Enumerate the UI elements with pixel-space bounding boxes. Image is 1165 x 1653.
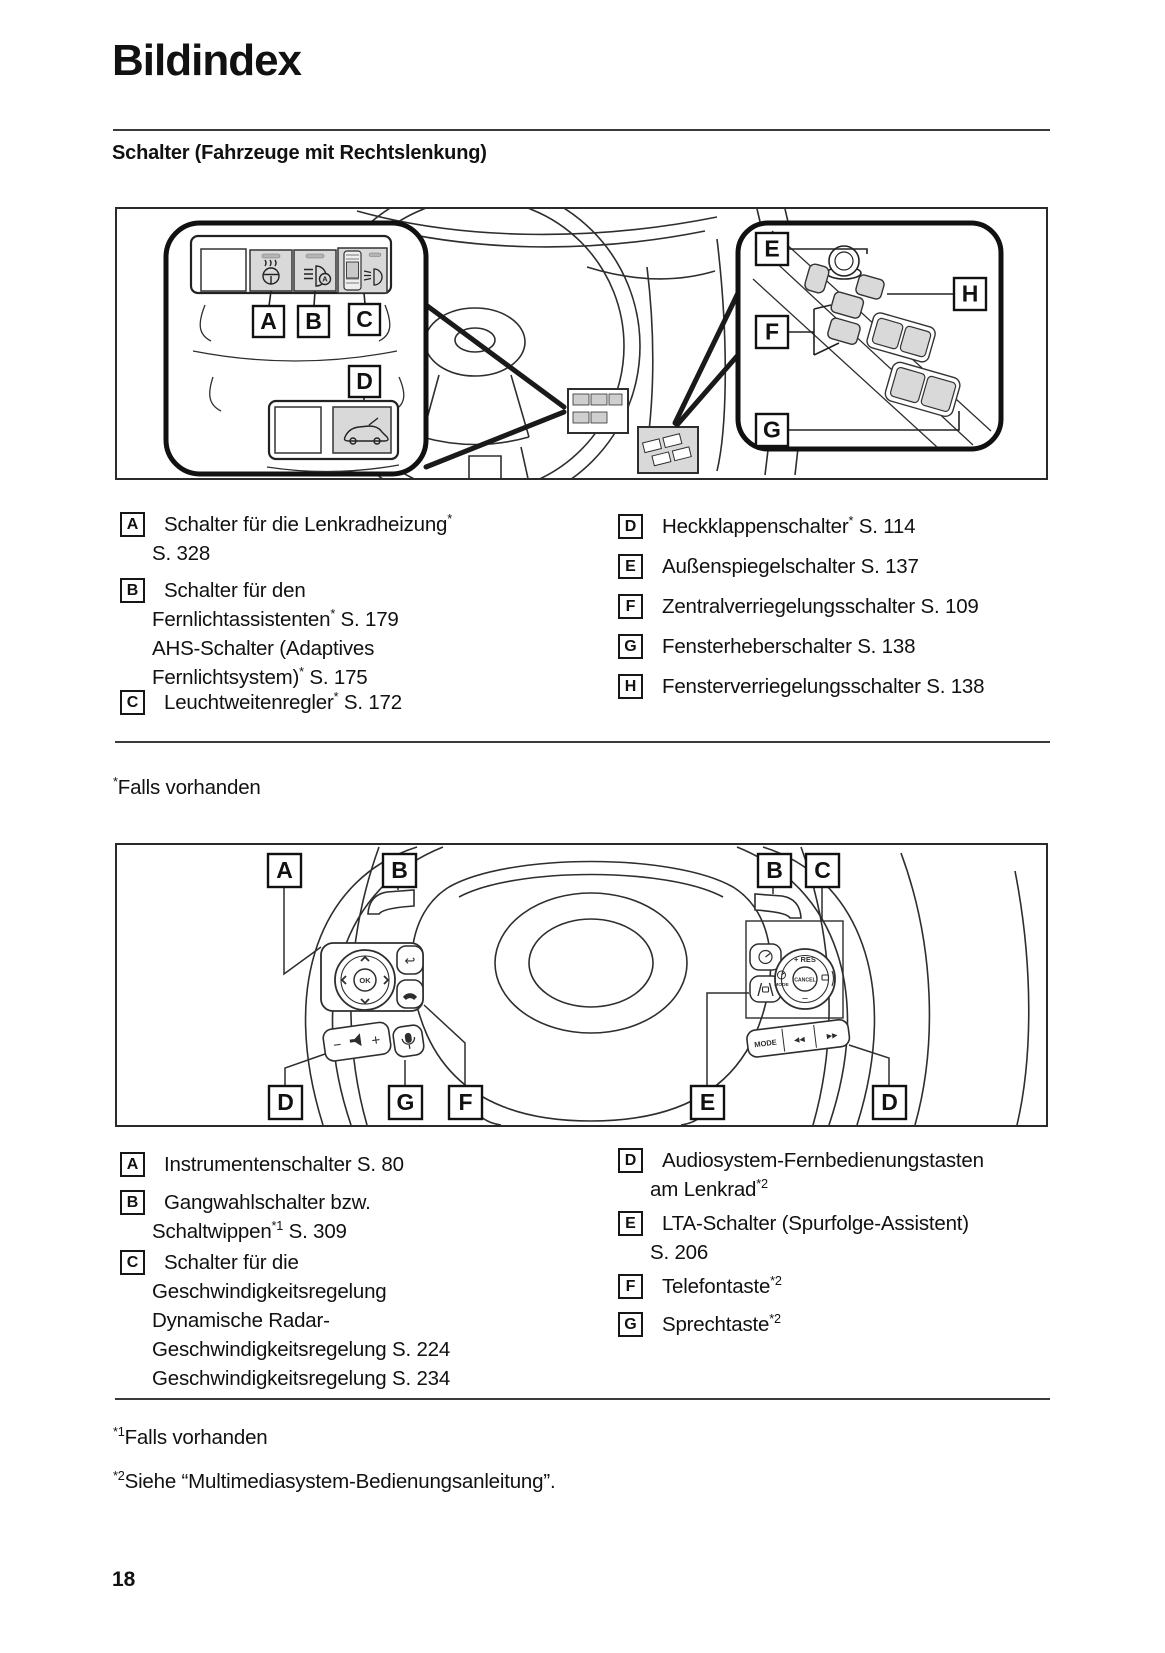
figure1-footnote: *Falls vorhanden — [113, 774, 261, 799]
legend1-item-a: Schalter für die Lenkradheizung* S. 328 — [152, 511, 453, 565]
callout-c — [806, 854, 839, 887]
legend2-item-f: Telefontaste$^{*2}$ — [662, 1273, 782, 1298]
callout-d-left — [269, 1086, 302, 1119]
legend2-key-g: G — [618, 1312, 643, 1337]
legend2-item-a: Instrumentenschalter S. 80 — [164, 1153, 404, 1176]
high-beam-assist-switch — [294, 250, 336, 291]
legend2-item-g: Sprechtaste$^{*2}$ — [662, 1311, 781, 1336]
svg-text:D: D — [356, 368, 373, 394]
svg-text:H: H — [961, 280, 979, 307]
figure-dashboard-switches — [115, 207, 1048, 480]
callout-a — [253, 306, 284, 337]
legend1-item-g: Fensterheberschalter S. 138 — [662, 635, 916, 658]
blank-switch-2 — [275, 407, 321, 453]
legend1-key-h: H — [618, 674, 643, 699]
page-number: 18 — [112, 1568, 136, 1591]
svg-text:B: B — [391, 857, 408, 883]
svg-text:A: A — [260, 308, 277, 334]
svg-text:−: − — [332, 1035, 343, 1053]
blank-switch — [201, 249, 246, 291]
figure-steering-wheel-switches — [115, 843, 1048, 1127]
legend1-key-d: D — [618, 514, 643, 539]
cruise-speed-button — [750, 944, 781, 970]
svg-text:A: A — [276, 857, 293, 883]
svg-text:F: F — [458, 1089, 473, 1115]
mirror-control-knob — [827, 246, 861, 279]
callout-h — [954, 278, 986, 310]
door-window-switch-panel — [638, 427, 698, 473]
door-panel-inset — [738, 223, 1001, 449]
legend2-key-c: C — [120, 1250, 145, 1275]
voice-button — [392, 1024, 425, 1058]
callout-c — [349, 304, 380, 335]
svg-text:+: + — [370, 1031, 382, 1050]
callout-f — [449, 1086, 482, 1119]
svg-text:OK: OK — [359, 976, 371, 985]
section-heading: Schalter (Fahrzeuge mit Rechtslenkung) — [112, 142, 487, 164]
callout-g — [389, 1086, 422, 1119]
legend1-item-b: Schalter für den Fernlichtassistenten* S. 179 AHS-Schalter (Adaptives Fernlichtsystem)* S. 175 — [152, 579, 399, 689]
paddle-shifters — [368, 890, 801, 918]
callout-g — [756, 414, 788, 446]
svg-text:B: B — [766, 857, 783, 883]
footnote-2: $^{*2}$Siehe “Multimediasystem-Bedienungsanleitung”. — [113, 1468, 556, 1493]
page-title: Bildindex — [112, 36, 302, 85]
callout-b-left — [383, 854, 416, 887]
track-next-icon: ▶▶ — [826, 1032, 838, 1041]
callout-e — [691, 1086, 724, 1119]
left-paddle-shifter — [368, 890, 414, 914]
legend1-key-f: F — [618, 594, 643, 619]
footnote-1: $^{*1}$Falls vorhanden — [113, 1424, 268, 1449]
legend2-key-d: D — [618, 1148, 643, 1173]
figure1-illustration — [117, 209, 1046, 478]
legend2-key-e: E — [618, 1211, 643, 1236]
svg-text:C: C — [356, 306, 373, 332]
legend1-key-c: C — [120, 690, 145, 715]
svg-text:MODE: MODE — [774, 983, 789, 988]
callout-d-right — [873, 1086, 906, 1119]
divider-1 — [115, 741, 1050, 743]
title-rule — [113, 129, 1050, 131]
divider-2 — [115, 1398, 1050, 1400]
mode-button: MODE — [753, 1037, 778, 1050]
legend2-item-e: LTA-Schalter (Spurfolge-Assistent) S. 206 — [650, 1212, 969, 1264]
track-previous-icon: ◀◀ — [793, 1036, 806, 1045]
brake-pedal — [469, 456, 501, 478]
legend2-item-c: Schalter für die Geschwindigkeitsregelung Dynamische Radar- Geschwindigkeitsregelung S. 224 Geschwindigkeitsregelung S. 234 — [152, 1251, 451, 1390]
legend2-key-b: B — [120, 1190, 145, 1215]
svg-text:+ RES: + RES — [794, 955, 816, 964]
figure2-illustration — [117, 845, 1046, 1125]
svg-text:D: D — [881, 1089, 898, 1115]
callout-b — [298, 306, 329, 337]
svg-text:E: E — [699, 1089, 716, 1115]
return-button — [397, 946, 423, 974]
legend1-key-b: B — [120, 578, 145, 603]
svg-text:E: E — [764, 235, 780, 262]
callout-e — [756, 233, 788, 265]
legend2-key-a: A — [120, 1152, 145, 1177]
svg-text:−: − — [801, 993, 809, 1005]
legend1-item-c: Leuchtweitenregler* S. 172 — [164, 689, 402, 714]
phone-button — [397, 980, 423, 1008]
callout-f — [756, 316, 788, 348]
tailgate-switch — [333, 407, 391, 453]
steering-heater-switch — [250, 250, 292, 291]
legend2-item-d: Audiosystem-Fernbedienungstasten am Lenkrad$^{*2}$ — [650, 1149, 984, 1201]
legend1-item-d: Heckklappenschalter* S. 114 — [662, 513, 916, 538]
accelerator-pedal — [521, 447, 529, 478]
left-switch-inset — [166, 223, 426, 474]
svg-text:G: G — [763, 416, 781, 443]
legend1-item-f: Zentralverriegelungsschalter S. 109 — [662, 595, 979, 618]
svg-text:F: F — [764, 318, 780, 345]
right-paddle-shifter — [755, 894, 801, 918]
svg-text:A: A — [322, 274, 328, 284]
legend2-key-f: F — [618, 1274, 643, 1299]
callout-b-right — [758, 854, 791, 887]
svg-text:G: G — [396, 1089, 415, 1115]
cruise-dial — [774, 949, 835, 1009]
headlight-leveling-switch — [338, 248, 387, 293]
dash-switch-cluster — [568, 389, 628, 433]
return-icon: ↩ — [404, 953, 416, 968]
svg-text:D: D — [277, 1089, 294, 1115]
svg-text:C: C — [814, 857, 831, 883]
callout-a — [268, 854, 301, 887]
legend1-item-h: Fensterverriegelungsschalter S. 138 — [662, 675, 985, 698]
svg-text:CANCEL: CANCEL — [794, 977, 816, 984]
left-steering-controls — [321, 943, 423, 1011]
legend1-key-g: G — [618, 634, 643, 659]
legend1-key-e: E — [618, 554, 643, 579]
legend2-item-b: Gangwahlschalter bzw. Schaltwippen$^{*1}$ S. 309 — [152, 1191, 371, 1243]
legend1-key-a: A — [120, 512, 145, 537]
svg-text:B: B — [305, 308, 322, 334]
legend1-item-e: Außenspiegelschalter S. 137 — [662, 555, 919, 578]
callout-d — [349, 366, 380, 397]
media-strip — [746, 1019, 851, 1058]
